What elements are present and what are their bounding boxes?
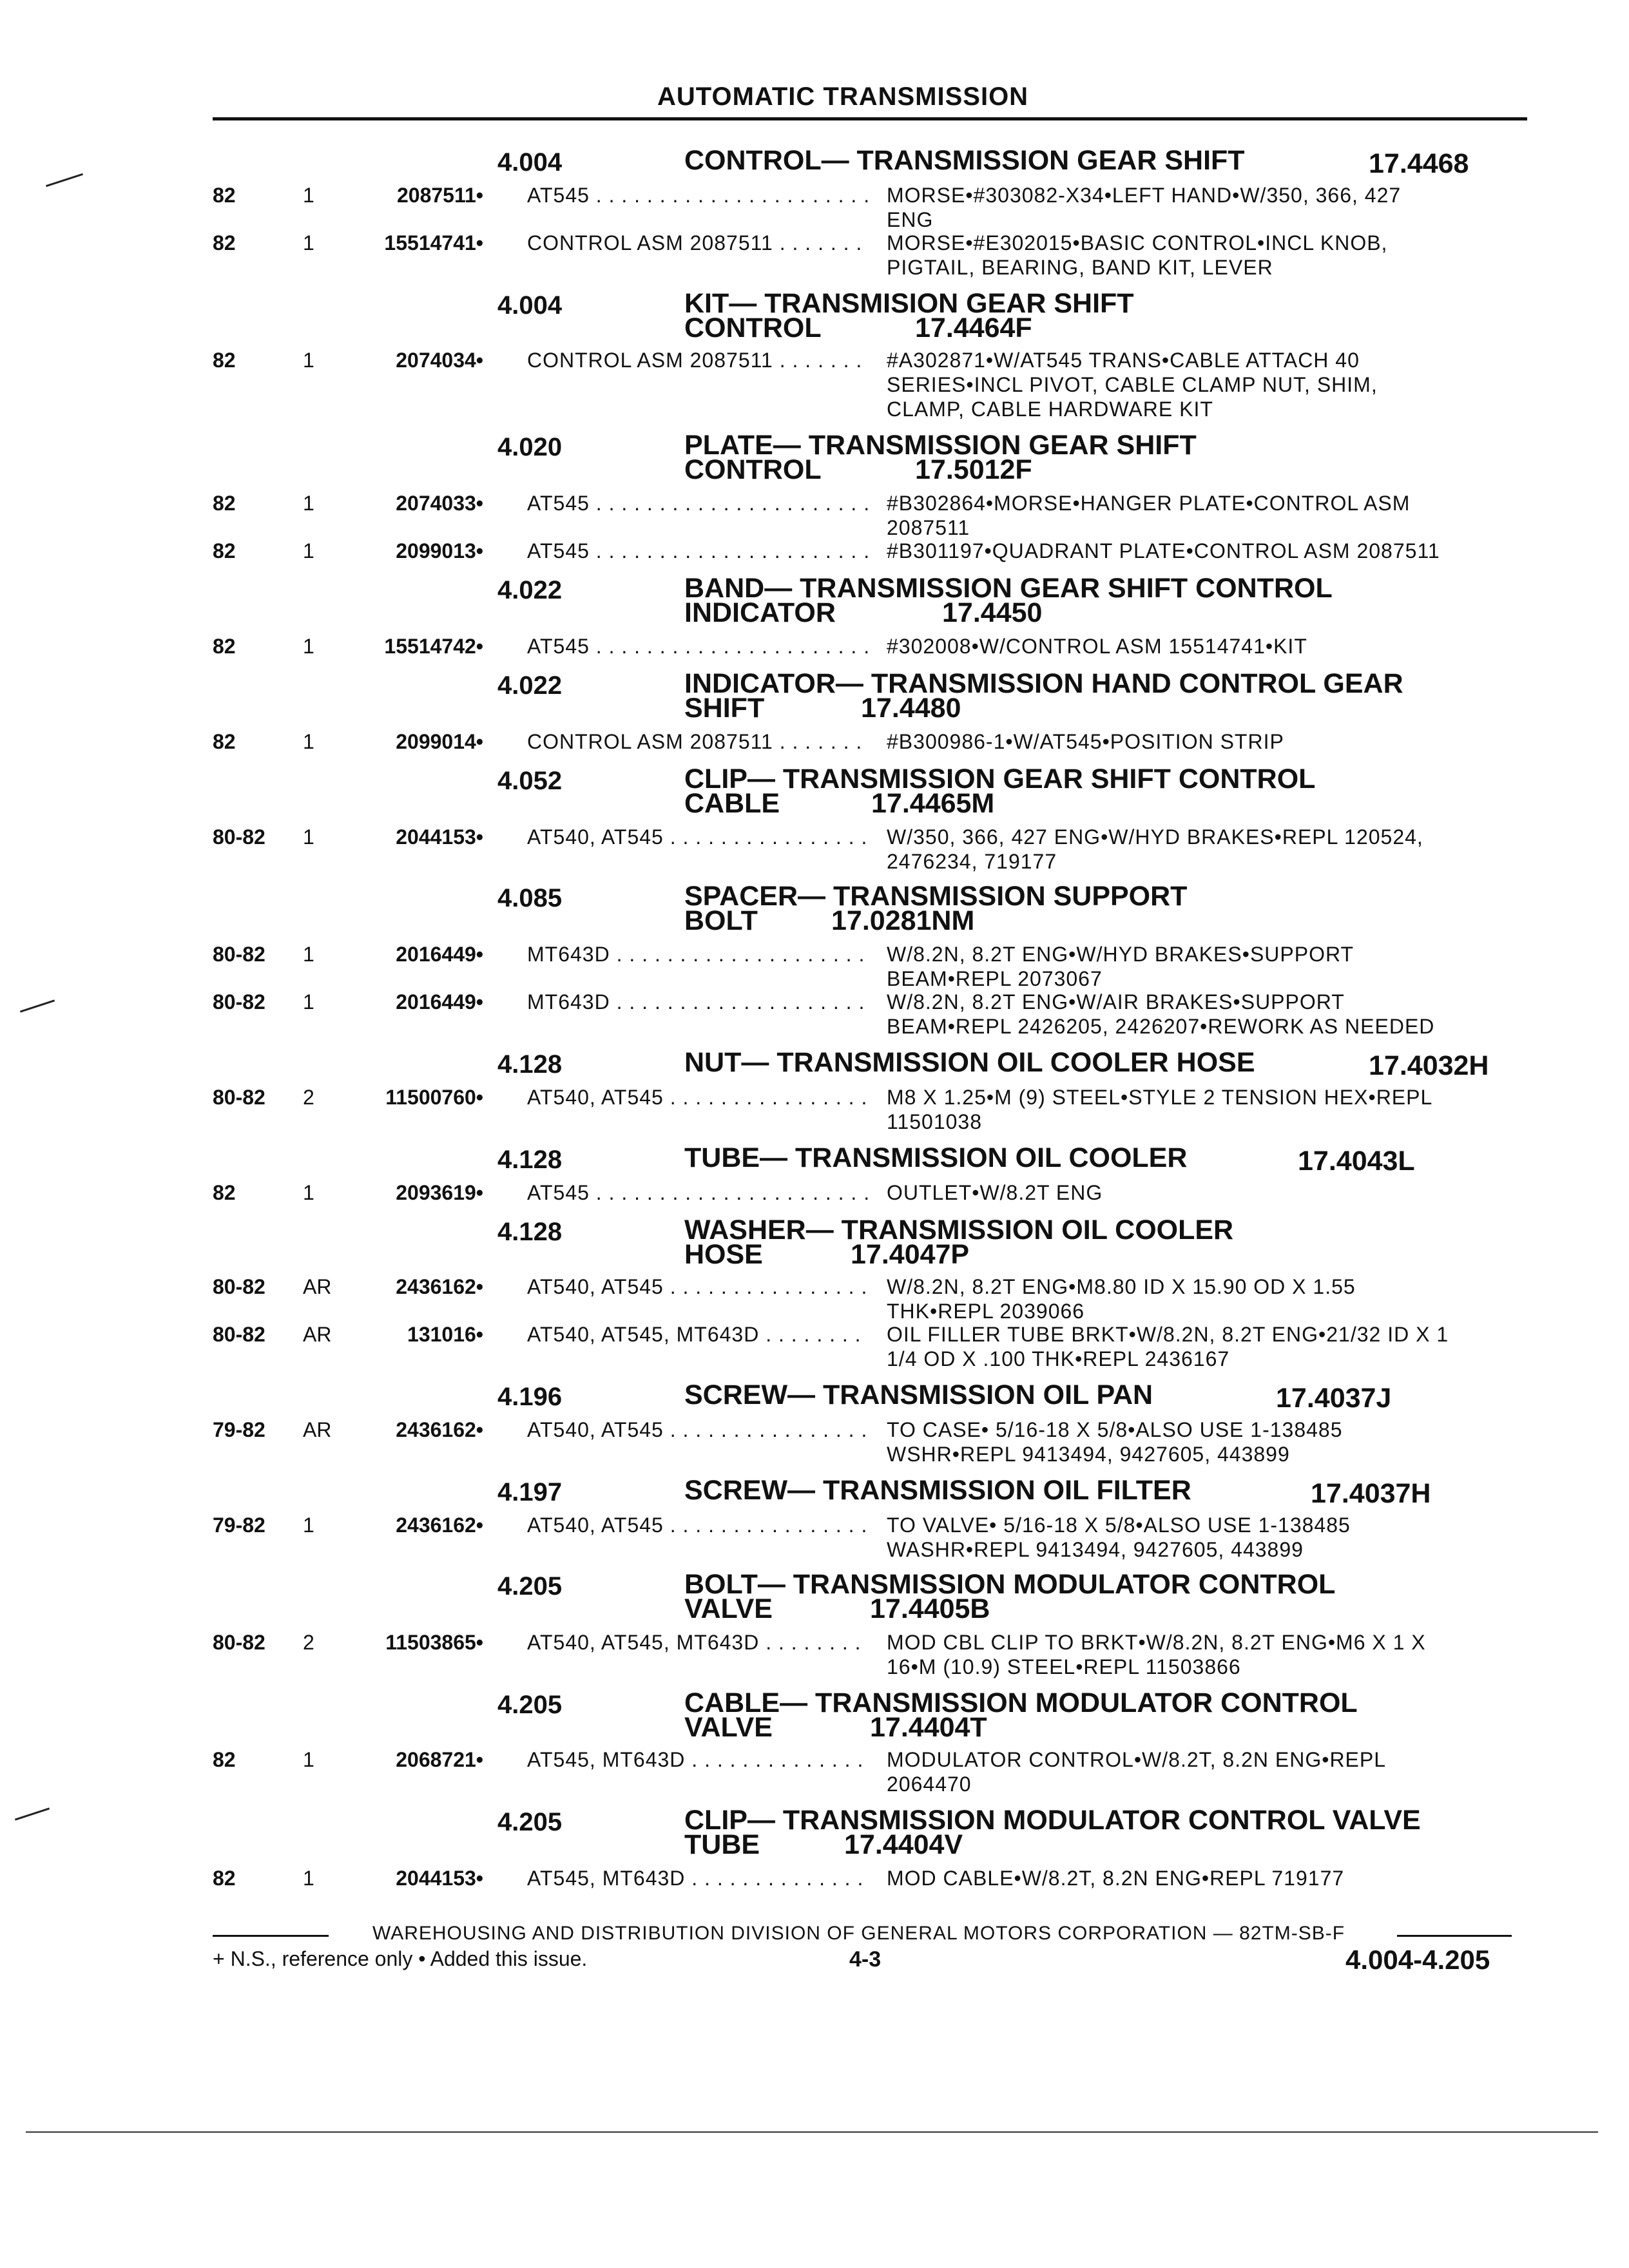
section-number: 4.020 (497, 433, 563, 461)
footer-rule (213, 1935, 329, 1937)
description-cell: OIL FILLER TUBE BRKT•W/8.2N, 8.2T ENG•21/32 ID X 1 1/4 OD X .100 THK•REPL 2436167 (887, 1323, 1449, 1370)
qty-cell: AR (303, 1323, 332, 1346)
section-title-line2: CABLE (684, 788, 780, 819)
section-title: TUBE— TRANSMISSION OIL COOLER (684, 1142, 1188, 1173)
section-number: 4.197 (497, 1478, 563, 1506)
part-number-cell: 2099013• (396, 539, 483, 562)
model-cell: MT643D . . . (527, 942, 869, 966)
section-title: PLATE— TRANSMISSION GEAR SHIFT (684, 430, 1197, 461)
year-cell: 82 (213, 184, 236, 207)
qty-cell: 1 (303, 1748, 314, 1771)
year-cell: 82 (213, 539, 236, 562)
part-number-cell: 11500760• (385, 1086, 483, 1109)
model-cell: AT545, MT643D . . . (527, 1866, 869, 1890)
page-number: 4-3 (849, 1947, 882, 1972)
qty-cell: 1 (303, 825, 314, 849)
model-cell: AT545 . . . (527, 183, 869, 207)
part-number-cell: 2074033• (396, 492, 483, 515)
description-cell: MOD CABLE•W/8.2T, 8.2N ENG•REPL 719177 (887, 1867, 1345, 1890)
description-cell: M8 X 1.25•M (9) STEEL•STYLE 2 TENSION HEX•REPL 11501038 (887, 1086, 1433, 1133)
qty-cell: AR (303, 1275, 332, 1298)
section-code: 17.4405B (870, 1593, 990, 1624)
year-cell: 82 (213, 349, 236, 372)
year-cell: 80-82 (213, 825, 265, 849)
year-cell: 82 (213, 1867, 236, 1890)
qty-cell: 1 (303, 990, 314, 1014)
model-cell: AT540, AT545, MT643D . . . (527, 1322, 869, 1347)
section-number: 4.128 (497, 1218, 563, 1246)
qty-cell: 1 (303, 730, 314, 753)
qty-cell: 1 (303, 1181, 314, 1204)
description-cell: MOD CBL CLIP TO BRKT•W/8.2N, 8.2T ENG•M6 X 1 X 16•M (10.9) STEEL•REPL 11503866 (887, 1631, 1426, 1678)
section-title: WASHER— TRANSMISSION OIL COOLER (684, 1215, 1234, 1245)
year-cell: 80-82 (213, 1631, 265, 1654)
section-number: 4.128 (497, 1146, 563, 1174)
section-number: 4.205 (497, 1572, 563, 1600)
section-code: 17.4465M (871, 788, 995, 819)
year-cell: 82 (213, 730, 236, 753)
part-number-cell: 2099014• (396, 730, 483, 753)
year-cell: 79-82 (213, 1514, 265, 1537)
year-cell: 80-82 (213, 943, 265, 966)
part-number-cell: 2016449• (396, 943, 483, 966)
footer-division: WAREHOUSING AND DISTRIBUTION DIVISION OF GENERAL MOTORS CORPORATION — 82TM-SB-F (372, 1923, 1345, 1944)
model-cell: AT545 . . . (527, 539, 869, 563)
section-number: 4.205 (497, 1691, 563, 1719)
model-cell: CONTROL ASM 2087511 . . . (527, 729, 869, 754)
section-code: 17.4404V (844, 1829, 963, 1860)
section-code: 17.4480 (861, 693, 961, 724)
year-cell: 80-82 (213, 990, 265, 1014)
qty-cell: 1 (303, 184, 314, 207)
title-rule (213, 117, 1527, 120)
section-title-line2: VALVE (684, 1712, 773, 1743)
section-code: 17.4043L (1298, 1146, 1415, 1177)
description-cell: MORSE•#E302015•BASIC CONTROL•INCL KNOB, PIGTAIL, BEARING, BAND KIT, LEVER (887, 231, 1388, 279)
section-title: CONTROL— TRANSMISSION GEAR SHIFT (684, 145, 1245, 176)
section-title: NUT— TRANSMISSION OIL COOLER HOSE (684, 1047, 1255, 1078)
qty-cell: 1 (303, 1867, 314, 1890)
section-number: 4.085 (497, 884, 563, 912)
year-cell: 80-82 (213, 1275, 265, 1298)
part-number-cell: 2436162• (396, 1418, 483, 1441)
qty-cell: 1 (303, 492, 314, 515)
section-number: 4.004 (497, 291, 563, 320)
page-title: AUTOMATIC TRANSMISSION (657, 82, 1029, 111)
model-cell: CONTROL ASM 2087511 . . . (527, 348, 869, 372)
section-title: BAND— TRANSMISSION GEAR SHIFT CONTROL (684, 573, 1333, 604)
year-cell: 79-82 (213, 1418, 265, 1441)
section-code: 17.4450 (942, 597, 1043, 628)
description-cell: OUTLET•W/8.2T ENG (887, 1181, 1103, 1204)
section-title: KIT— TRANSMISION GEAR SHIFT (684, 288, 1134, 319)
section-title-line2: HOSE (684, 1239, 763, 1270)
part-number-cell: 2068721• (396, 1748, 483, 1771)
section-code: 17.4037J (1276, 1383, 1392, 1414)
model-cell: AT540, AT545 . . . (527, 1274, 869, 1299)
section-code: 17.0281NM (831, 905, 975, 936)
part-number-cell: 11503865• (385, 1631, 483, 1654)
model-cell: AT540, AT545, MT643D . . . (527, 1630, 869, 1655)
year-cell: 82 (213, 1181, 236, 1204)
year-cell: 82 (213, 1748, 236, 1771)
section-code: 17.4468 (1369, 148, 1469, 179)
year-cell: 80-82 (213, 1323, 265, 1346)
section-code: 17.4032H (1369, 1050, 1489, 1081)
section-title-line2: BOLT (684, 905, 758, 936)
model-cell: AT545, MT643D . . . (527, 1747, 869, 1772)
section-number: 4.128 (497, 1050, 563, 1079)
model-cell: AT545 . . . (527, 1180, 869, 1205)
footer-note: + N.S., reference only • Added this issue. (213, 1947, 588, 1970)
model-cell: AT540, AT545 . . . (527, 1418, 869, 1442)
part-number-cell: 2436162• (396, 1514, 483, 1537)
section-title: SPACER— TRANSMISSION SUPPORT (684, 881, 1188, 912)
part-number-cell: 2044153• (396, 1867, 483, 1890)
section-title: SCREW— TRANSMISSION OIL PAN (684, 1379, 1153, 1410)
section-code: 17.4464F (915, 312, 1032, 343)
model-cell: CONTROL ASM 2087511 . . . (527, 231, 869, 255)
year-cell: 82 (213, 231, 236, 255)
section-title: CLIP— TRANSMISSION GEAR SHIFT CONTROL (684, 764, 1316, 794)
section-title: INDICATOR— TRANSMISSION HAND CONTROL GEAR (684, 668, 1403, 699)
scan-edge-line (26, 2131, 1598, 2133)
qty-cell: 1 (303, 1514, 314, 1537)
section-title-line2: CONTROL (684, 454, 822, 485)
section-title: CLIP— TRANSMISSION MODULATOR CONTROL VALVE (684, 1805, 1421, 1836)
scan-mark (20, 999, 55, 1012)
section-number: 4.022 (497, 576, 563, 604)
part-number-cell: 15514742• (384, 635, 483, 658)
model-cell: AT545 . . . (527, 491, 869, 515)
qty-cell: AR (303, 1418, 332, 1441)
description-cell: W/8.2N, 8.2T ENG•W/AIR BRAKES•SUPPORT BEAM•REPL 2426205, 2426207•REWORK AS NEEDED (887, 990, 1435, 1038)
section-title: SCREW— TRANSMISSION OIL FILTER (684, 1475, 1191, 1506)
section-title-line2: TUBE (684, 1829, 760, 1860)
section-title: BOLT— TRANSMISSION MODULATOR CONTROL (684, 1569, 1336, 1600)
section-number: 4.004 (497, 148, 563, 177)
qty-cell: 1 (303, 943, 314, 966)
section-number: 4.022 (497, 671, 563, 700)
section-title: CABLE— TRANSMISSION MODULATOR CONTROL (684, 1687, 1358, 1718)
part-number-cell: 2087511• (396, 184, 483, 207)
model-cell: MT643D . . . (527, 990, 869, 1014)
qty-cell: 1 (303, 231, 314, 255)
description-cell: MODULATOR CONTROL•W/8.2T, 8.2N ENG•REPL 2064470 (887, 1748, 1387, 1796)
description-cell: TO CASE• 5/16-18 X 5/8•ALSO USE 1-138485 WSHR•REPL 9413494, 9427605, 443899 (887, 1418, 1343, 1466)
part-number-cell: 2074034• (396, 349, 483, 372)
page-range: 4.004-4.205 (1345, 1945, 1490, 1975)
description-cell: #302008•W/CONTROL ASM 15514741•KIT (887, 635, 1307, 658)
description-cell: W/350, 366, 427 ENG•W/HYD BRAKES•REPL 120524, 2476234, 719177 (887, 825, 1423, 873)
description-cell: W/8.2N, 8.2T ENG•M8.80 ID X 15.90 OD X 1.55 THK•REPL 2039066 (887, 1275, 1356, 1323)
scan-mark (15, 1807, 50, 1820)
section-number: 4.052 (497, 767, 563, 795)
qty-cell: 1 (303, 349, 314, 372)
section-code: 17.4404T (870, 1712, 987, 1743)
section-code: 17.4047P (851, 1239, 970, 1270)
description-cell: TO VALVE• 5/16-18 X 5/8•ALSO USE 1-138485 WASHR•REPL 9413494, 9427605, 443899 (887, 1514, 1351, 1561)
model-cell: AT540, AT545 . . . (527, 1085, 869, 1110)
part-number-cell: 2016449• (396, 990, 483, 1014)
section-code: 17.4037H (1311, 1478, 1431, 1509)
qty-cell: 2 (303, 1631, 314, 1654)
qty-cell: 1 (303, 539, 314, 562)
section-number: 4.205 (497, 1808, 563, 1836)
description-cell: W/8.2N, 8.2T ENG•W/HYD BRAKES•SUPPORT BEAM•REPL 2073067 (887, 943, 1354, 990)
year-cell: 82 (213, 492, 236, 515)
description-cell: #B301197•QUADRANT PLATE•CONTROL ASM 2087511 (887, 539, 1440, 562)
part-number-cell: 2436162• (396, 1275, 483, 1298)
section-code: 17.5012F (915, 454, 1032, 485)
qty-cell: 2 (303, 1086, 314, 1109)
description-cell: #B302864•MORSE•HANGER PLATE•CONTROL ASM 2087511 (887, 492, 1411, 539)
section-title-line2: CONTROL (684, 312, 822, 343)
description-cell: MORSE•#303082-X34•LEFT HAND•W/350, 366, 427 ENG (887, 184, 1402, 231)
part-number-cell: 2044153• (396, 825, 483, 849)
scan-mark (46, 173, 83, 187)
section-title-line2: SHIFT (684, 693, 765, 724)
part-number-cell: 131016• (407, 1323, 483, 1346)
description-cell: #A302871•W/AT545 TRANS•CABLE ATTACH 40 SERIES•INCL PIVOT, CABLE CLAMP NUT, SHIM, CLAMP, CABLE HARDWARE KIT (887, 349, 1378, 421)
section-title-line2: INDICATOR (684, 597, 836, 628)
section-number: 4.196 (497, 1383, 563, 1411)
model-cell: AT540, AT545 . . . (527, 1513, 869, 1537)
model-cell: AT545 . . . (527, 634, 869, 658)
qty-cell: 1 (303, 635, 314, 658)
section-title-line2: VALVE (684, 1593, 773, 1624)
description-cell: #B300986-1•W/AT545•POSITION STRIP (887, 730, 1284, 753)
model-cell: AT540, AT545 . . . (527, 825, 869, 849)
year-cell: 82 (213, 635, 236, 658)
footer-rule (1397, 1935, 1512, 1937)
part-number-cell: 2093619• (396, 1181, 483, 1204)
year-cell: 80-82 (213, 1086, 265, 1109)
part-number-cell: 15514741• (384, 231, 483, 255)
